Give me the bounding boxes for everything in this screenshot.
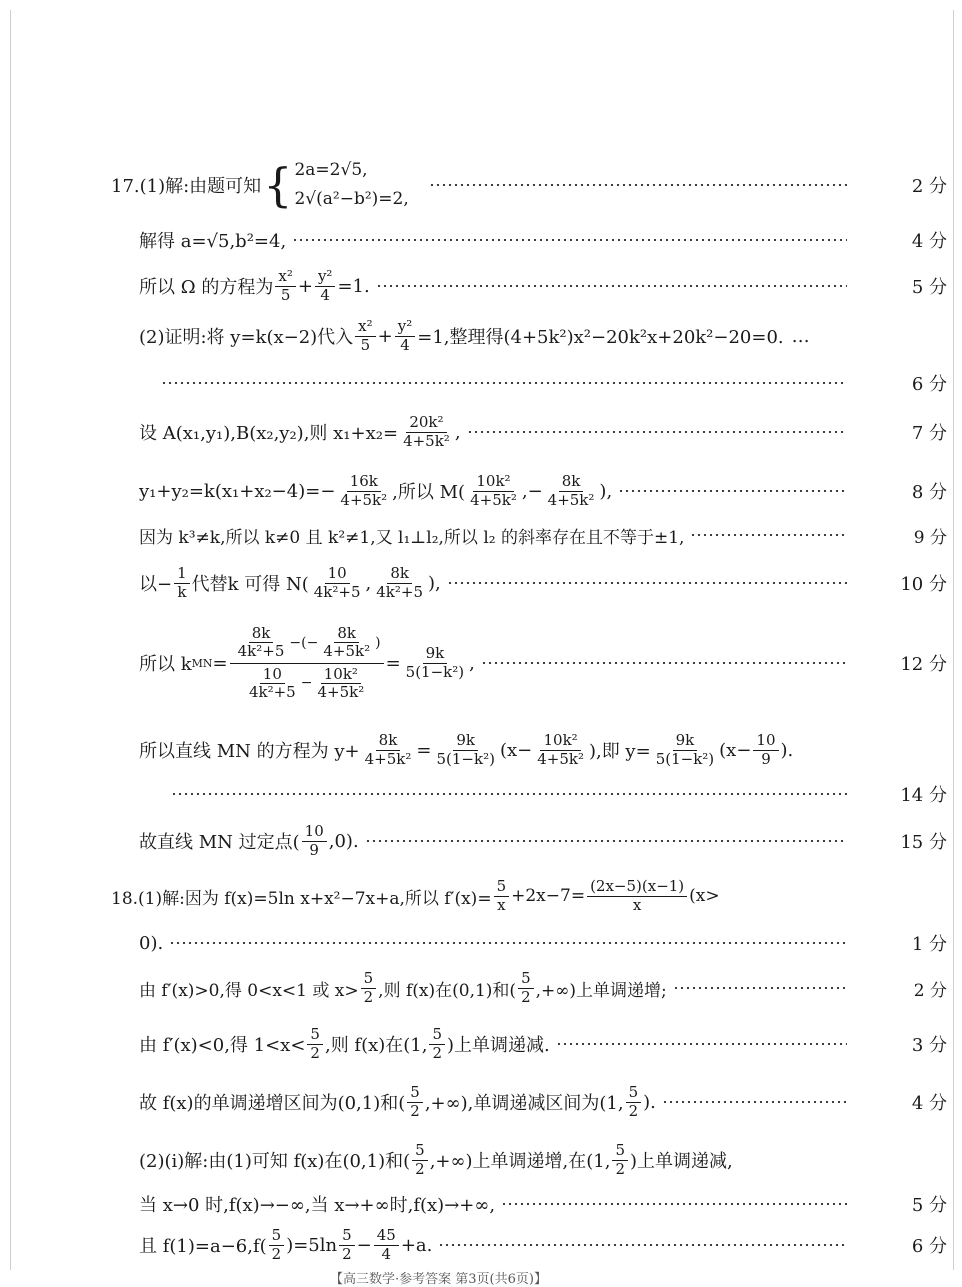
equation: 2a=2√5, [294,160,368,181]
numerator: 9k [453,732,478,750]
line-18-6 [139,1134,893,1186]
denominator: 4k²+5 [237,642,285,661]
text: ) [375,634,381,651]
numerator: 1 [174,565,190,583]
text: +a. [400,1234,433,1256]
fraction [314,666,367,702]
denominator: 5(1−k²) [655,749,715,768]
numerator: 45 [374,1227,399,1245]
fraction [275,268,295,304]
denominator: 4 [400,335,410,354]
line-17-7 [139,465,947,517]
dot-leader [618,490,847,492]
denominator: 5(1−k²) [405,662,465,681]
denominator: 4+5k² [403,431,450,450]
text: 且 f(1)=a−6,f( [139,1236,267,1257]
line-18-3 [139,962,947,1014]
text: (x− [719,739,752,761]
numerator: 5 [407,1084,423,1102]
denominator: 2 [415,1159,425,1178]
fraction [337,473,390,509]
text: (2)(ⅰ)解:由(1)可知 f(x)在(0,1)和( [139,1151,411,1172]
fraction [269,1227,285,1263]
denominator: 4k²+5 [376,582,424,601]
fraction [753,732,778,768]
fraction [307,1026,323,1062]
line-17-11 [139,722,953,778]
numerator: 8k [559,473,584,491]
score: 12 分 [900,654,947,675]
denominator: 2 [628,1101,639,1120]
denominator: 4k²+5 [313,582,361,601]
text: , [469,652,475,674]
dot-leader [438,1244,847,1246]
page-footer: 【高三数学·参考答案 第3页(共6页)】 [330,1272,547,1287]
numerator: 5 [269,1227,285,1245]
dot-leader [556,1043,847,1045]
numerator: 5 [361,970,377,988]
score: 5 分 [911,1195,947,1216]
fraction [626,1084,642,1120]
numerator: 9k [423,645,448,663]
text: ,0). [328,830,359,852]
text: ), [428,572,441,594]
numerator: 5 [518,970,534,988]
text: 解得 a=√5,b²=4, [139,231,287,252]
fraction [246,666,299,702]
fraction [518,970,534,1006]
denominator: 4+5k² [537,749,584,768]
text: 当 x→0 时,f(x)→−∞,当 x→+∞时,f(x)→+∞, [139,1195,496,1216]
score: 6 分 [911,374,947,395]
fraction [302,823,327,859]
fraction [467,473,520,509]
denominator: 4+5k² [364,749,412,768]
numerator: 5 [626,1084,642,1102]
line-17-3 [139,260,947,312]
text: 0). [139,932,164,954]
numerator: 10 [325,565,350,583]
dot-leader [161,382,847,384]
text: ), [599,480,613,502]
fraction [362,732,415,768]
score: 5 分 [911,277,947,298]
score: 2 分 [911,176,947,197]
denominator: 2 [615,1159,625,1178]
numerator: 16k [347,473,381,491]
numerator: (2x−5)(x−1) [587,878,687,896]
score: 9 分 [913,527,947,548]
denominator: 4+5k² [323,642,371,661]
fraction [355,318,375,354]
numerator: 8k [376,732,401,750]
text: ,则 f(x)在(1, [324,1035,428,1056]
text: )=5ln [286,1234,338,1256]
line-17-13 [139,815,947,867]
denominator: 4 [320,285,330,304]
fraction [395,318,416,354]
numerator: y² [395,318,416,336]
line-17-1 [111,150,947,220]
text: (2)证明:将 y=k(x−2)代入 [139,327,354,348]
text: 由 f′(x)<0,得 1<x< [139,1035,306,1056]
brace-icon: { [263,158,293,212]
fraction [320,625,373,661]
text: = [416,739,432,761]
text: +2x−7= [511,886,586,906]
text: ). [780,739,794,761]
line-17-10 [139,615,947,711]
line-18-7 [139,1186,947,1222]
score: 1 分 [911,934,947,955]
dot-leader [501,1203,847,1205]
text: ,则 f(x)在(0,1)和( [378,980,517,1001]
text: 以− [139,574,173,595]
denominator: 4+5k² [470,490,517,509]
text: = [212,652,228,674]
denominator: 5(1−k²) [436,749,495,768]
numerator: 9k [673,732,698,750]
numerator: y² [315,268,336,286]
score: 7 分 [911,423,947,444]
score: 2 分 [913,980,947,1001]
text: )上单调递减, [629,1151,733,1172]
numerator: 10k² [321,666,361,684]
denominator: 2 [342,1244,352,1263]
dot-leader [673,987,847,989]
fraction [361,970,377,1006]
denominator: 4+5k² [547,490,595,509]
text: 17.(1)解:由题可知 [111,176,262,197]
dot-leader [169,942,847,944]
text: ,+∞),单调递减区间为(1, [424,1093,624,1114]
line-18-8 [139,1220,947,1270]
numerator: 5 [307,1026,323,1044]
text: 故 f(x)的单调递增区间为(0,1)和( [139,1093,406,1114]
denominator: 4+5k² [317,682,365,701]
equation-system [294,156,408,214]
numerator: 5 [494,878,510,896]
dot-leader [467,431,847,433]
denominator: 2 [271,1244,282,1263]
score: 4 分 [911,1093,947,1114]
line-17-8 [139,515,947,555]
denominator: 5 [360,335,371,354]
numerator: 5 [339,1227,355,1245]
text: 18.(1)解:因为 f(x)=5ln x+x²−7x+a,所以 f′(x)= [111,888,492,909]
numerator: 10k² [540,732,580,750]
text: + [377,325,393,347]
numerator: x² [355,318,375,336]
dot-leader [429,184,847,186]
text: =1,整理得(4+5k²)x²−20k²x+20k²−20=0. [417,327,784,348]
text: 因为 k³≠k,所以 k≠0 且 k²≠1,又 l₁⊥l₂,所以 l₂ 的斜率存在且不等于±1, [139,527,685,548]
text: ,所以 M( [392,482,466,503]
line-18-4 [139,1018,947,1070]
text: 所以 k [139,654,192,675]
fraction [315,268,336,304]
fraction [534,732,587,768]
score: 3 分 [911,1035,947,1056]
numerator: 10 [302,823,327,841]
text: ),即 y= [588,741,651,762]
fraction [311,565,364,601]
text: 所以 Ω 的方程为 [139,277,274,298]
fraction [494,878,510,914]
subscript: MN [191,656,213,670]
text: (x− [499,739,533,761]
score: 10 分 [900,574,947,595]
numerator: 8k [387,565,412,583]
denominator: 2 [521,987,531,1006]
dot-leader [171,793,847,795]
denominator: x [497,895,506,914]
text: (x> [689,886,720,906]
fraction [412,1142,428,1178]
numerator: 10 [753,732,778,750]
fraction [235,625,288,661]
denominator: 2 [363,987,374,1006]
numerator: 8k [334,625,359,643]
dot-leader [292,239,847,241]
text: , [365,572,372,594]
fraction [403,645,467,681]
denominator: 5 [280,285,291,304]
fraction [174,565,190,601]
numerator: 10k² [473,473,513,491]
numerator: 20k² [406,414,446,432]
text: … [791,325,810,347]
denominator: k [177,582,187,601]
text: )上单调递减. [447,1035,550,1056]
line-17-5 [161,365,947,401]
score: 8 分 [911,482,947,503]
line-18-2 [139,925,947,961]
score: 6 分 [911,1236,947,1257]
fraction [545,473,598,509]
numerator: 5 [429,1026,445,1044]
dot-leader [481,662,847,664]
numerator: x² [275,268,295,286]
numerator: 10 [260,666,285,684]
text: 所以直线 MN 的方程为 y+ [139,741,360,762]
numerator: 5 [612,1142,628,1160]
line-17-2 [139,220,947,260]
line-17-9 [139,555,947,611]
text: =1. [337,275,370,297]
line-18-1 [111,868,953,924]
text: 由 f′(x)>0,得 0<x<1 或 x> [139,980,359,1001]
fraction [407,1084,423,1120]
fraction [653,732,717,768]
numerator: 8k [249,625,274,643]
denominator: 4 [381,1244,392,1263]
equation: 2√(a²−b²)=2, [294,189,409,209]
text: ,− [521,480,543,502]
dot-leader [662,1101,847,1103]
text: − [300,675,313,692]
fraction [429,1026,445,1062]
fraction [373,565,426,601]
fraction [339,1227,355,1263]
fraction [433,732,497,768]
dot-leader [447,582,847,584]
text: , [454,421,461,443]
answer-page [10,10,954,1270]
denominator: 9 [309,840,319,859]
text: = [385,652,401,674]
fraction [374,1227,399,1263]
text: ,+∞)上单调递增,在(1, [429,1151,611,1172]
text: y₁+y₂=k(x₁+x₂−4)=− [139,480,336,502]
text: 故直线 MN 过定点( [139,832,300,853]
text: 代替k 可得 N( [191,574,309,595]
denominator: 2 [310,1043,320,1062]
fraction [612,1142,628,1178]
line-17-4 [139,310,953,362]
fraction [587,878,687,914]
dot-leader [365,840,847,842]
dot-leader [376,285,847,287]
denominator: 9 [761,749,771,768]
text: ,+∞)上单调递增; [535,980,667,1001]
line-17-6 [139,406,947,458]
dot-leader [690,534,847,536]
score: 15 分 [900,832,947,853]
score: 14 分 [900,785,947,806]
text: 设 A(x₁,y₁),B(x₂,y₂),则 x₁+x₂= [139,423,399,444]
numerator: 5 [412,1142,428,1160]
text: ). [643,1091,656,1113]
fraction [400,414,453,450]
line-17-12 [171,776,947,812]
denominator: 2 [432,1043,443,1062]
denominator: 4k²+5 [248,682,296,701]
compound-fraction [230,625,384,701]
text: − [356,1234,372,1256]
text: + [297,275,313,297]
denominator: 2 [410,1101,420,1120]
denominator: 4+5k² [340,490,388,509]
text: −(− [289,634,319,651]
score: 4 分 [911,231,947,252]
denominator: x [632,895,642,914]
line-18-5 [139,1076,947,1128]
